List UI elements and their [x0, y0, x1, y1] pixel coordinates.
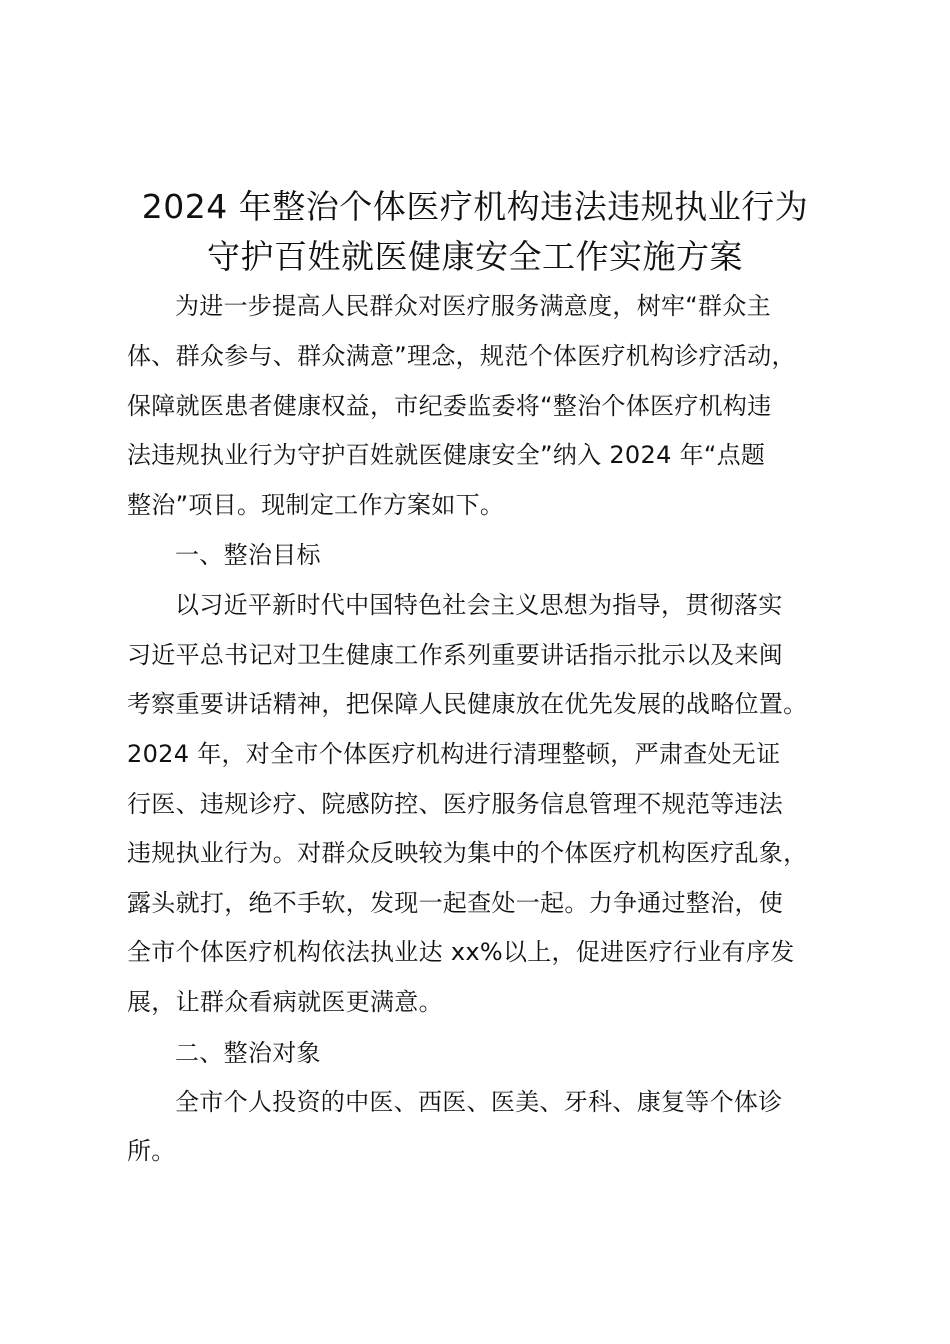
intro-line-4: 法违规执业行为守护百姓就医健康安全”纳入 2024 年“点题	[127, 441, 766, 469]
goals-line-6: 违规执业行为。对群众反映较为集中的个体医疗机构医疗乱象，	[127, 839, 808, 867]
goals-line-7: 露头就打，绝不手软，发现一起查处一起。力争通过整治，使	[127, 889, 784, 917]
document-title-line-1: 2024 年整治个体医疗机构违法违规执业行为	[141, 187, 809, 226]
goals-line-8: 全市个体医疗机构依法执业达 xx%以上，促进医疗行业有序发	[127, 938, 795, 966]
goals-line-4: 2024 年，对全市个体医疗机构进行清理整顿，严肃查处无证	[127, 740, 781, 768]
intro-line-5: 整治”项目。现制定工作方案如下。	[127, 491, 505, 519]
goals-line-9: 展，让群众看病就医更满意。	[127, 988, 443, 1016]
intro-line-2: 体、群众参与、群众满意”理念，规范个体医疗机构诊疗活动，	[127, 342, 796, 370]
section-heading-targets: 二、整治对象	[175, 1039, 321, 1067]
document-title-line-2: 守护百姓就医健康安全工作实施方案	[207, 237, 743, 276]
goals-line-5: 行医、违规诊疗、院感防控、医疗服务信息管理不规范等违法	[127, 790, 784, 818]
section-heading-goals: 一、整治目标	[175, 541, 321, 569]
goals-line-2: 习近平总书记对卫生健康工作系列重要讲话指示批示以及来闽	[127, 641, 784, 669]
goals-line-3: 考察重要讲话精神，把保障人民健康放在优先发展的战略位置。	[127, 690, 808, 718]
intro-line-3: 保障就医患者健康权益，市纪委监委将“整治个体医疗机构违	[127, 392, 772, 420]
targets-line-1: 全市个人投资的中医、西医、医美、牙科、康复等个体诊	[175, 1088, 783, 1116]
targets-line-2: 所。	[127, 1137, 176, 1165]
intro-line-1: 为进一步提高人民群众对医疗服务满意度，树牢“群众主	[175, 292, 771, 320]
goals-line-1: 以习近平新时代中国特色社会主义思想为指导，贯彻落实	[175, 591, 783, 619]
